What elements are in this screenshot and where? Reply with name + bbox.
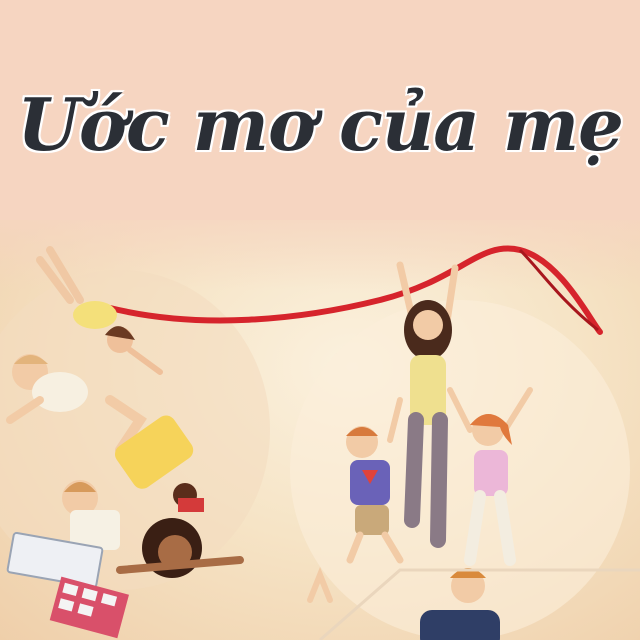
small-hand <box>310 575 330 600</box>
album-title: Ước mơ của mẹ <box>17 82 623 167</box>
